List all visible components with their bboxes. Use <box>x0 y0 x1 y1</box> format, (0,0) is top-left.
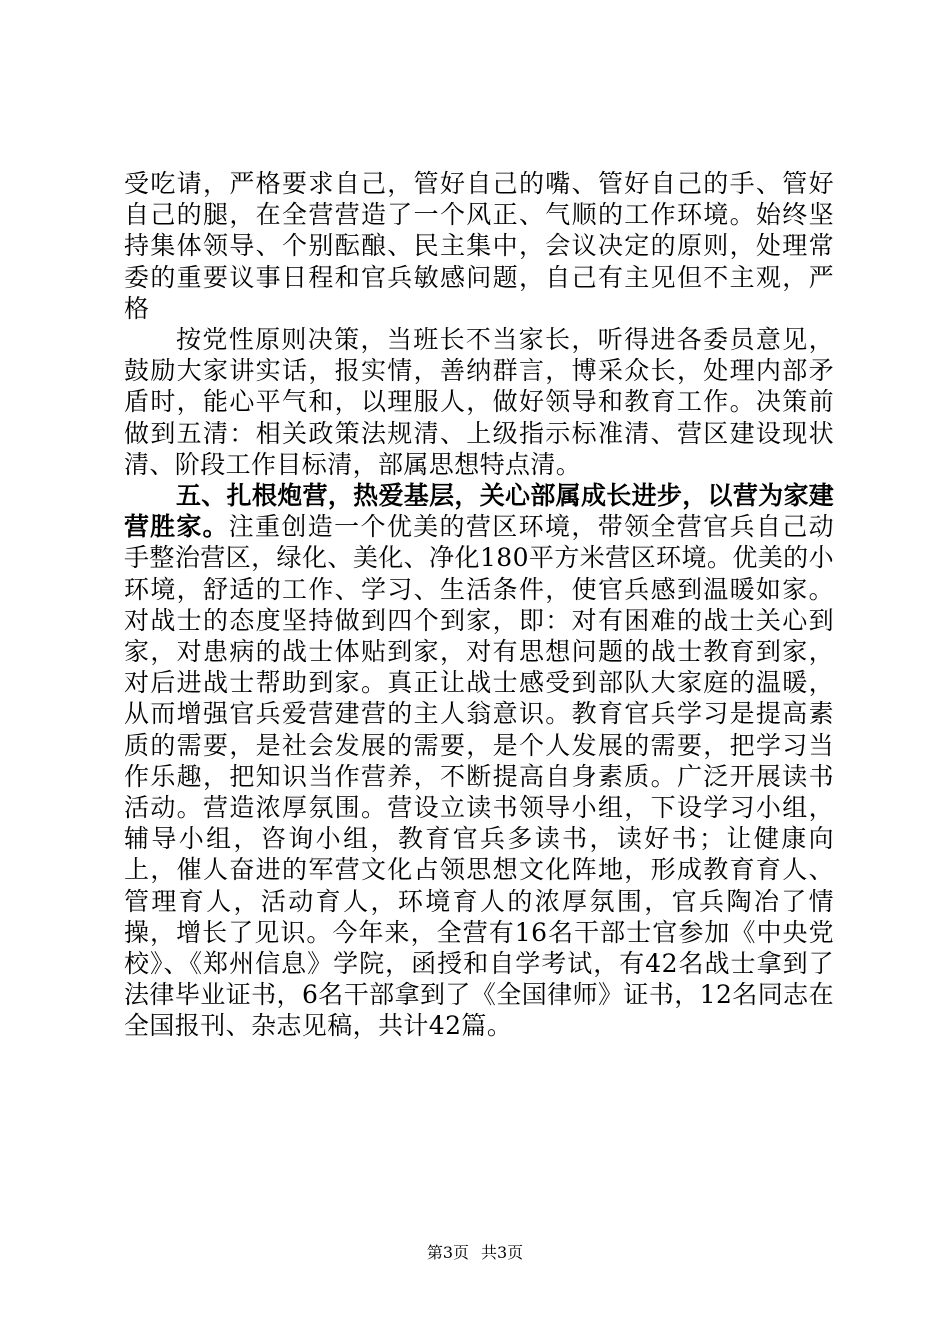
page-number-current: 第3页 <box>426 1243 469 1262</box>
page-number-total: 共3页 <box>481 1243 524 1262</box>
section-five-body: 注重创造一个优美的营区环境，带领全营官兵自己动手整治营区，绿化、美化、净化180平方米营区环境。优美的小环境，舒适的工作、学习、生活条件，使官兵感到温暖如家。对战士的态度坚持做到四个到家，即：对有困难的战士关心到家，对患病的战士体贴到家，对有思想问题的战士教育到家，对后进战士帮助到家。真正让战士感受到部队大家庭的温暖，从而增强官兵爱营建营的主人翁意识。教育官兵学习是提高素质的需要，是社会发展的需要，是个人发展的需要，把学习当作乐趣，把知识当作营养，不断提高自身素质。广泛开展读书活动。营造浓厚氛围。营设立读书领导小组，下设学习小组，辅导小组，咨询小组，教育官兵多读书，读好书；让健康向上，催人奋进的军营文化占领思想文化阵地，形成教育育人、管理育人，活动育人，环境育人的浓厚氛围，官兵陶冶了情操，增长了见识。今年来，全营有16名干部士官参加《中央党校》、《郑州信息》学院，函授和自学考试，有42名战士拿到了法律毕业证书，6名干部拿到了《全国律师》证书，12名同志在全国报刊、杂志见稿，共计42篇。 <box>124 512 834 1041</box>
page-footer <box>0 1243 950 1263</box>
paragraph-section-five <box>124 480 834 1042</box>
paragraph-continued: 受吃请，严格要求自己，管好自己的嘴、管好自己的手、管好自己的腿，在全营营造了一个风正、气顺的工作环境。始终坚持集体领导、个别酝酿、民主集中，会议决定的原则，处理常委的重要议事日程和官兵敏感问题，自己有主见但不主观，严格 <box>124 169 834 323</box>
paragraph-decision-making: 按党性原则决策，当班长不当家长，听得进各委员意见，鼓励大家讲实话，报实情，善纳群言，博采众长，处理内部矛盾时，能心平气和，以理服人，做好领导和教育工作。决策前做到五清：相关政策法规清、上级指示标准清、营区建设现状清、阶段工作目标清，部属思想特点清。 <box>124 325 834 479</box>
document-body <box>124 168 834 1042</box>
section-five-heading: 五、扎根炮营，热爱基层，关心部属成长进步，以营为家建营胜家。 <box>124 481 834 542</box>
